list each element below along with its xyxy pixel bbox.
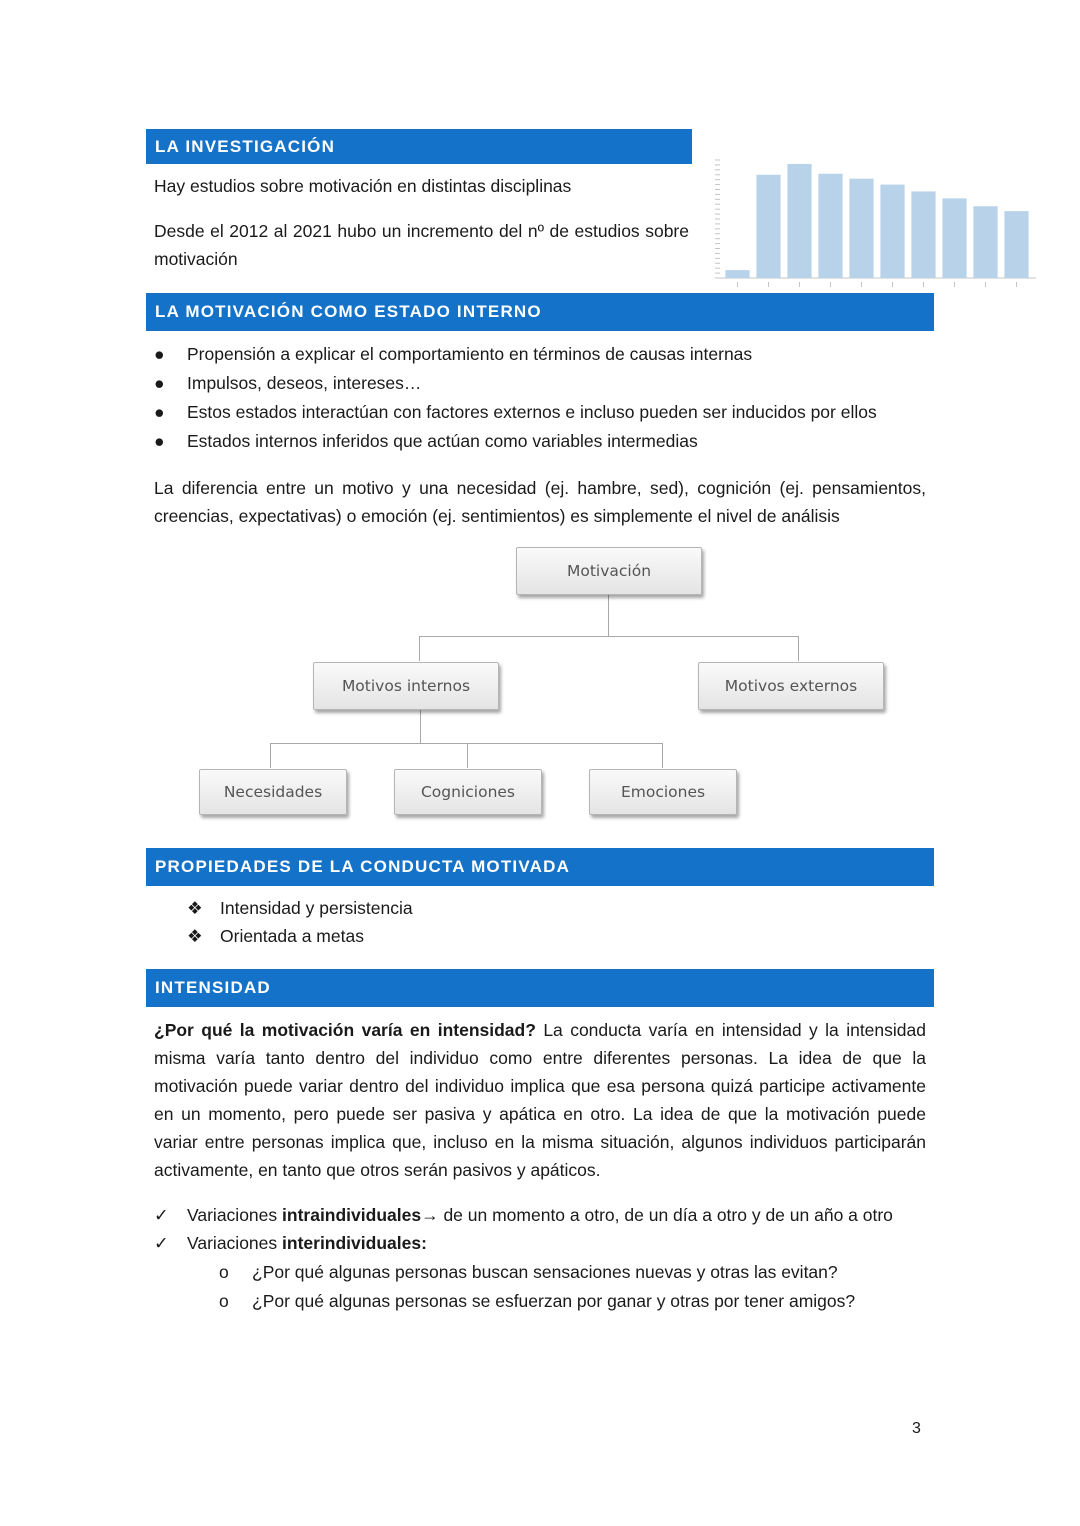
intensidad-check-list bbox=[154, 1201, 944, 1257]
list-item: ❖ Orientada a metas bbox=[187, 922, 687, 950]
checkmark-icon: ✓ bbox=[154, 1205, 169, 1225]
diagram-node-motivos-externos: Motivos externos bbox=[698, 662, 884, 710]
bar-2012 bbox=[725, 270, 749, 278]
list-item: ● Estos estados interactúan con factores externos e incluso pueden ser inducidos por ellos bbox=[154, 398, 934, 427]
section-title: LA INVESTIGACIÓN bbox=[155, 136, 336, 156]
bar-2018 bbox=[911, 191, 935, 278]
checkmark-icon: ✓ bbox=[154, 1233, 169, 1253]
list-item: ✓ Variaciones intraindividuales→ de un momento a otro, de un día a otro y de un año a otro bbox=[154, 1201, 944, 1229]
diagram-node-motivacion: Motivación bbox=[516, 547, 702, 595]
list-item: ● Impulsos, deseos, intereses… bbox=[154, 369, 934, 398]
diagram-node-emociones: Emociones bbox=[589, 769, 737, 815]
diagram-node-cogniciones: Cogniciones bbox=[394, 769, 542, 815]
bar-2014 bbox=[787, 164, 811, 278]
section-title: PROPIEDADES DE LA CONDUCTA MOTIVADA bbox=[155, 857, 571, 876]
list-item: o ¿Por qué algunas personas se esfuerzan por ganar y otras por tener amigos? bbox=[219, 1287, 939, 1316]
bullet-icon: ● bbox=[154, 402, 165, 422]
diamond-bullet-icon: ❖ bbox=[187, 926, 203, 946]
bar-2015 bbox=[818, 174, 842, 278]
intensidad-paragraph: ¿Por qué la motivación varía en intensidad? La conducta varía en intensidad y la intensidad misma varía tanto dentro del individuo como entre diferentes personas. La idea de que la motivación puede variar dentro del individuo implica que esa persona quizá participe activamente en un momento, pero puede ser pasiva y apática en otro. La idea de que la motivación puede variar entre personas implica que, incluso en la misma situación, algunos individuos participarán activamente, en tanto que otros serán pasivos y apáticos. bbox=[154, 1020, 926, 1180]
arrow-icon: → bbox=[421, 1205, 439, 1225]
estado-interno-paragraph: La diferencia entre un motivo y una necesidad (ej. hambre, sed), cognición (ej. pensamientos, creencias, expectativas) o emoción (ej. sentimientos) es simplemente el nivel de análisis bbox=[154, 478, 926, 526]
diamond-bullet-icon: ❖ bbox=[187, 898, 203, 918]
circle-bullet-icon: o bbox=[219, 1291, 229, 1311]
diagram-node-motivos-internos: Motivos internos bbox=[313, 662, 499, 710]
bar-2016 bbox=[849, 179, 873, 278]
intensidad-sub-list bbox=[219, 1258, 939, 1316]
bullet-icon: ● bbox=[154, 373, 165, 393]
section-header-intensidad bbox=[146, 969, 934, 1007]
propiedades-list bbox=[187, 894, 687, 950]
investigacion-paragraph-1: Hay estudios sobre motivación en distintas disciplinas bbox=[154, 176, 572, 196]
section-title: LA MOTIVACIÓN COMO ESTADO INTERNO bbox=[155, 302, 542, 321]
intensidad-question: ¿Por qué la motivación varía en intensidad? bbox=[154, 1020, 536, 1040]
list-item: ● Propensión a explicar el comportamiento en términos de causas internas bbox=[154, 340, 934, 369]
bullet-icon: ● bbox=[154, 431, 165, 451]
bar-2017 bbox=[880, 185, 904, 278]
list-item: ❖ Intensidad y persistencia bbox=[187, 894, 687, 922]
bullet-icon: ● bbox=[154, 344, 165, 364]
section-title: INTENSIDAD bbox=[155, 978, 271, 997]
list-item: ✓ Variaciones interindividuales: bbox=[154, 1229, 944, 1257]
investigacion-paragraph-2: Desde el 2012 al 2021 hubo un incremento del nº de estudios sobre motivación bbox=[154, 221, 689, 269]
estado-interno-bullet-list bbox=[154, 340, 934, 456]
list-item: o ¿Por qué algunas personas buscan sensaciones nuevas y otras las evitan? bbox=[219, 1258, 939, 1287]
section-header-propiedades bbox=[146, 848, 934, 886]
bar-2019 bbox=[942, 198, 966, 278]
list-item: ● Estados internos inferidos que actúan como variables intermedias bbox=[154, 427, 934, 456]
bar-2020 bbox=[973, 206, 997, 278]
studies-bar-chart bbox=[700, 155, 1040, 295]
page-number: 3 bbox=[912, 1420, 921, 1437]
circle-bullet-icon: o bbox=[219, 1262, 229, 1282]
bar-2013 bbox=[756, 175, 780, 278]
section-header-estado-interno bbox=[146, 293, 934, 331]
section-header-investigacion bbox=[146, 129, 692, 164]
diagram-node-necesidades: Necesidades bbox=[199, 769, 347, 815]
bar-2021 bbox=[1004, 211, 1028, 278]
